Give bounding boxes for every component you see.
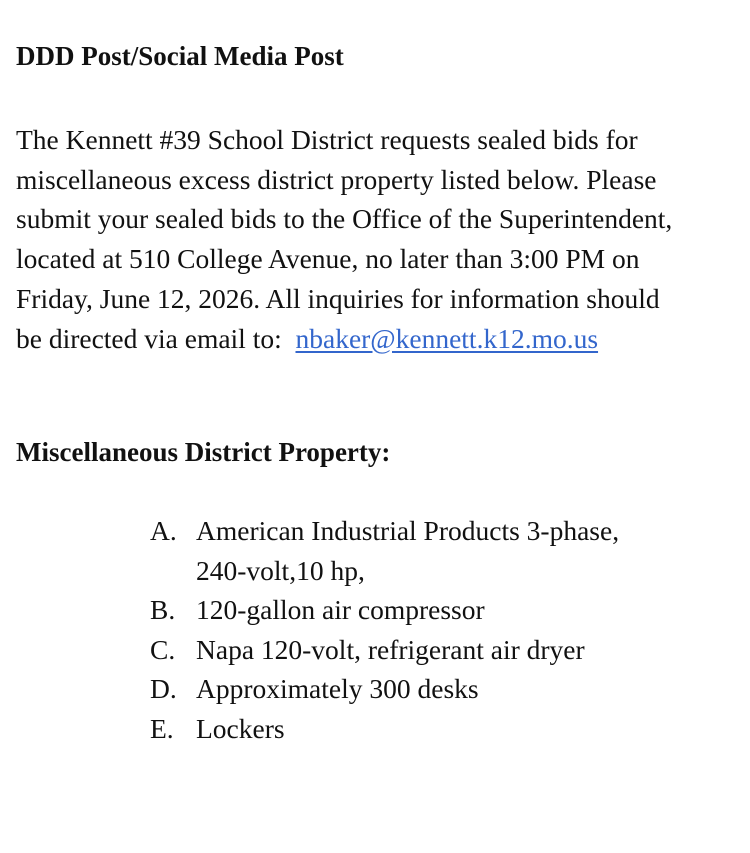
list-item-text	[196, 709, 285, 749]
intro-line: located at 510 College Avenue, no later than 3:00 PM on	[16, 243, 640, 275]
list-item	[150, 590, 730, 630]
list-item-letter: C.	[150, 633, 176, 665]
list-item-line: Approximately 300 desks	[196, 673, 479, 704]
list-item-letter: B.	[150, 594, 176, 625]
list-item-text	[196, 590, 485, 630]
list-item-letter: E.	[150, 712, 174, 744]
intro-line: The Kennett #39 School District requests sealed bids for	[16, 124, 638, 155]
list-item-text	[196, 511, 619, 590]
section-heading: Miscellaneous District Property:	[16, 437, 391, 467]
email-link[interactable]: nbaker@kennett.k12.mo.us	[295, 322, 599, 354]
list-item	[150, 669, 730, 709]
intro-line: submit your sealed bids to the Office of the Superintendent,	[16, 203, 673, 235]
list-item	[150, 511, 730, 590]
intro-line: miscellaneous excess district property listed below. Please	[16, 163, 657, 195]
document-title: DDD Post/Social Media Post	[16, 41, 344, 71]
list-item-letter: A.	[150, 515, 177, 546]
list-item-text	[196, 630, 585, 670]
list-item	[150, 709, 730, 749]
list-item-text	[196, 669, 479, 709]
list-item-line: American Industrial Products 3-phase,	[196, 515, 620, 546]
list-item-line: Lockers	[196, 712, 285, 744]
contact-prefix: be directed via email to:	[16, 322, 296, 354]
intro-paragraph	[16, 120, 744, 358]
list-item-line: Napa 120-volt, refrigerant air dryer	[196, 633, 585, 665]
list-item-line: 120-gallon air compressor	[196, 594, 485, 625]
list-item	[150, 630, 730, 670]
property-list	[150, 511, 730, 748]
list-item-line: 240-volt,10 hp,	[196, 554, 365, 586]
contact-line	[16, 319, 744, 359]
list-item-letter: D.	[150, 673, 177, 704]
intro-line: Friday, June 12, 2026. All inquiries for information should	[16, 282, 660, 314]
